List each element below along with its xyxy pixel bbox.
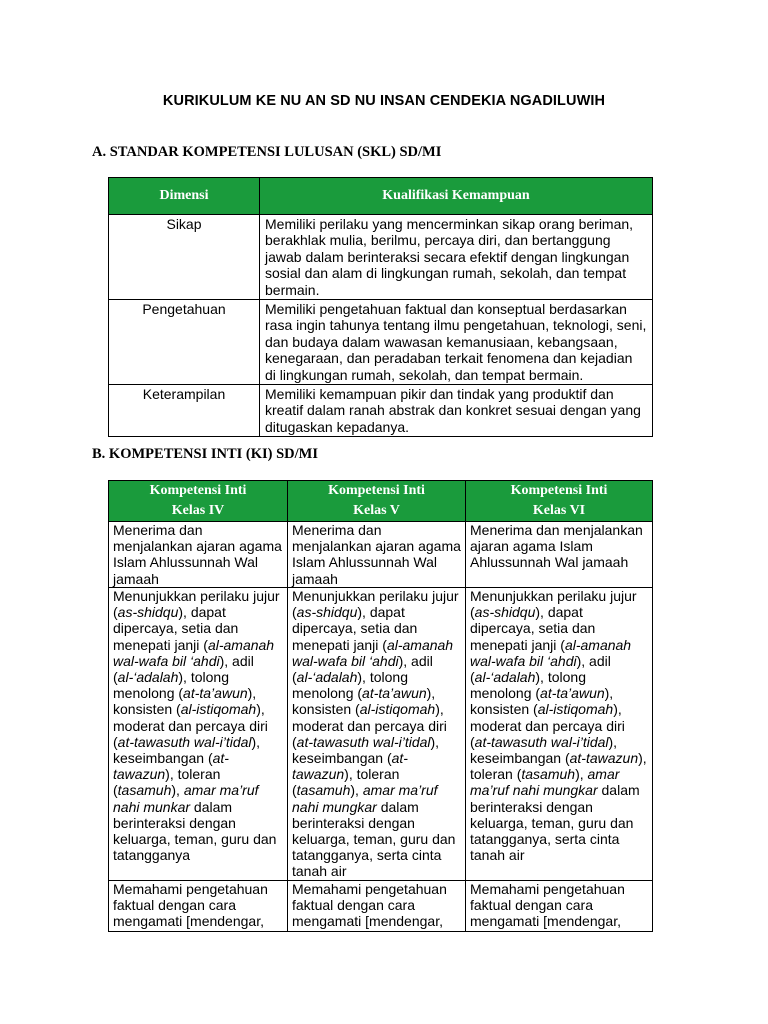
- term-at-tawasuth: at-tawasuth wal-i’tidal: [296, 733, 431, 750]
- text-run: Menunjukkan perilaku jujur (: [113, 588, 280, 621]
- ki-cell: Memahami pengetahuan faktual dengan cara mengamati [mendengar,: [466, 880, 653, 931]
- ki-cell: Memahami pengetahuan faktual dengan cara mengamati [mendengar,: [109, 880, 288, 931]
- table-header-row: [109, 178, 653, 215]
- ki-table: [108, 480, 653, 932]
- dimension-cell: Pengetahuan: [109, 300, 260, 385]
- column-header-kualifikasi: Kualifikasi Kemampuan: [260, 178, 653, 215]
- text-run: ), dapat dipercaya, setia dan menepati janji (: [292, 604, 418, 653]
- ki-cell: Menerima dan menjalankan ajaran agama Islam Ahlussunnah Wal jamaah: [109, 522, 288, 588]
- term-at-taawun: at-ta’awun: [183, 685, 248, 702]
- section-a-heading: A. STANDAR KOMPETENSI LULUSAN (SKL) SD/MI: [92, 144, 442, 160]
- text-run: ), moderat dan percaya diri (: [113, 701, 268, 750]
- text-run: ), tolong menolong (: [470, 669, 586, 702]
- text-run: ), dapat dipercaya, setia dan menepati janji (: [470, 604, 596, 653]
- column-header-kelas-iv: [109, 481, 288, 522]
- text-run: ),: [575, 766, 588, 783]
- term-amar-maruf: amar ma’ruf: [362, 782, 438, 799]
- header-line: Kompetensi Inti: [510, 483, 608, 498]
- text-run: ),: [350, 782, 363, 799]
- text-run: dalam berinteraksi dengan keluarga, teman, guru dan tatangganya, serta cinta tanah air: [292, 798, 456, 880]
- term-at-taawun: at-ta’awun: [362, 685, 427, 702]
- term-nahi-mungkar: nahi mungkar: [512, 782, 598, 799]
- section-b-heading: B. KOMPETENSI INTI (KI) SD/MI: [92, 446, 318, 462]
- qualification-cell: Memiliki pengetahuan faktual dan konseptual berdasarkan rasa ingin tahunya tentang ilmu pengetahuan, teknologi, seni, dan budaya dalam wawasan kemanusiaan, kebangsaan, kenegaraan, dan peradaban terkait fenomena dan kejadian di lingkungan rumah, sekolah, dan tempat bermain.: [260, 300, 653, 385]
- skl-table: [108, 177, 653, 437]
- text-run: ), konsisten (: [113, 685, 257, 718]
- text-run: ), konsisten (: [292, 685, 436, 718]
- text-run: ), moderat dan percaya diri (: [292, 701, 447, 750]
- term-at-taawun: at-ta’awun: [540, 685, 605, 702]
- text-run: ), toleran (: [292, 766, 400, 799]
- text-run: ), tolong menolong (: [113, 669, 229, 702]
- ki-cell: Menerima dan menjalankan ajaran agama Islam Ahlussunnah Wal jamaah: [466, 522, 653, 588]
- term-as-shidqu: as-shidqu: [474, 604, 536, 621]
- text-run: ), tolong menolong (: [292, 669, 408, 702]
- text-run: ), konsisten (: [470, 685, 614, 718]
- column-header-kelas-vi: [466, 481, 653, 522]
- header-line: Kelas IV: [171, 503, 225, 518]
- term-al-adalah: al-‘adalah: [474, 669, 536, 686]
- term-al-istiqomah: al-istiqomah: [537, 701, 614, 718]
- text-run: dalam berinteraksi dengan keluarga, teman, guru dan tatangganya, serta cinta tanah air: [470, 782, 640, 864]
- ki-cell: Menerima dan menjalankan ajaran agama Islam Ahlussunnah Wal jamaah: [288, 522, 466, 588]
- term-tasamuh: tasamuh: [117, 782, 172, 799]
- table-row: [109, 385, 653, 437]
- header-line: Kelas V: [353, 503, 400, 518]
- text-run: ), adil (: [470, 652, 611, 686]
- term-al-amanah: al-amanah wal-wafa bil ‘ahdi: [292, 636, 454, 669]
- text-run: ), keseimbangan (: [113, 733, 261, 767]
- text-run: ),: [171, 782, 184, 799]
- term-tasamuh: tasamuh: [521, 766, 576, 783]
- text-run: Menunjukkan perilaku jujur (: [470, 588, 637, 621]
- term-at-tawasuth: at-tawasuth wal-i’tidal: [474, 733, 609, 750]
- table-row: [109, 300, 653, 385]
- term-as-shidqu: as-shidqu: [296, 604, 358, 621]
- term-at-tawazun: at-tawazun: [292, 750, 408, 783]
- table-header-row: [109, 481, 653, 522]
- qualification-cell: Memiliki perilaku yang mencerminkan sikap orang beriman, berakhlak mulia, berilmu, percaya diri, dan bertanggung jawab dalam berinteraksi secara efektif dengan lingkungan sosial dan alam di lingkungan rumah, sekolah, dan tempat bermain.: [260, 215, 653, 300]
- term-al-amanah: al-amanah wal-wafa bil ‘ahdi: [113, 636, 275, 669]
- text-run: ), keseimbangan (: [292, 733, 440, 767]
- table-row: [109, 588, 653, 881]
- text-run: ), toleran (: [113, 766, 221, 799]
- text-run: dalam berinteraksi dengan keluarga, teman, guru dan tatangganya: [113, 798, 277, 864]
- ki-cell: [466, 588, 653, 881]
- ki-cell: [109, 588, 288, 881]
- term-al-adalah: al-‘adalah: [117, 669, 179, 686]
- text-run: ), adil (: [292, 652, 433, 686]
- dimension-cell: Keterampilan: [109, 385, 260, 437]
- table-row: [109, 880, 653, 931]
- term-al-istiqomah: al-istiqomah: [359, 701, 436, 718]
- term-at-tawasuth: at-tawasuth wal-i’tidal: [117, 733, 252, 750]
- term-tasamuh: tasamuh: [296, 782, 351, 799]
- text-run: ), keseimbangan (: [470, 733, 618, 767]
- term-at-tawazun: at-tawazun: [113, 750, 229, 783]
- dimension-cell: Sikap: [109, 215, 260, 300]
- text-run: Menunjukkan perilaku jujur (: [292, 588, 459, 621]
- term-at-tawazun: at-tawazun: [569, 750, 639, 767]
- table-row: [109, 522, 653, 588]
- term-al-adalah: al-‘adalah: [296, 669, 358, 686]
- term-al-amanah: al-amanah wal-wafa bil ‘ahdi: [470, 636, 632, 669]
- column-header-dimensi: Dimensi: [109, 178, 260, 215]
- text-run: ), dapat dipercaya, setia dan menepati janji (: [113, 604, 239, 653]
- ki-cell: [288, 588, 466, 881]
- term-nahi-mungkar: nahi mungkar: [292, 798, 377, 815]
- term-amar-maruf: amar ma’ruf nahi munkar: [113, 782, 259, 815]
- ki-cell: Memahami pengetahuan faktual dengan cara mengamati [mendengar,: [288, 880, 466, 931]
- qualification-cell: Memiliki kemampuan pikir dan tindak yang produktif dan kreatif dalam ranah abstrak dan konkret sesuai dengan yang ditugaskan kepadanya.: [260, 385, 653, 437]
- text-run: ), toleran (: [470, 750, 647, 783]
- term-amar-maruf: amar ma’ruf: [470, 766, 620, 799]
- text-run: ), adil (: [113, 652, 254, 686]
- document-title: KURIKULUM KE NU AN SD NU INSAN CENDEKIA NGADILUWIH: [162, 93, 606, 109]
- term-as-shidqu: as-shidqu: [117, 604, 179, 621]
- text-run: ), moderat dan percaya diri (: [470, 701, 625, 750]
- header-line: Kompetensi Inti: [149, 483, 247, 498]
- header-line: Kompetensi Inti: [328, 483, 425, 498]
- term-al-istiqomah: al-istiqomah: [180, 701, 257, 718]
- table-row: [109, 215, 653, 300]
- column-header-kelas-v: [288, 481, 466, 522]
- header-line: Kelas VI: [532, 503, 586, 518]
